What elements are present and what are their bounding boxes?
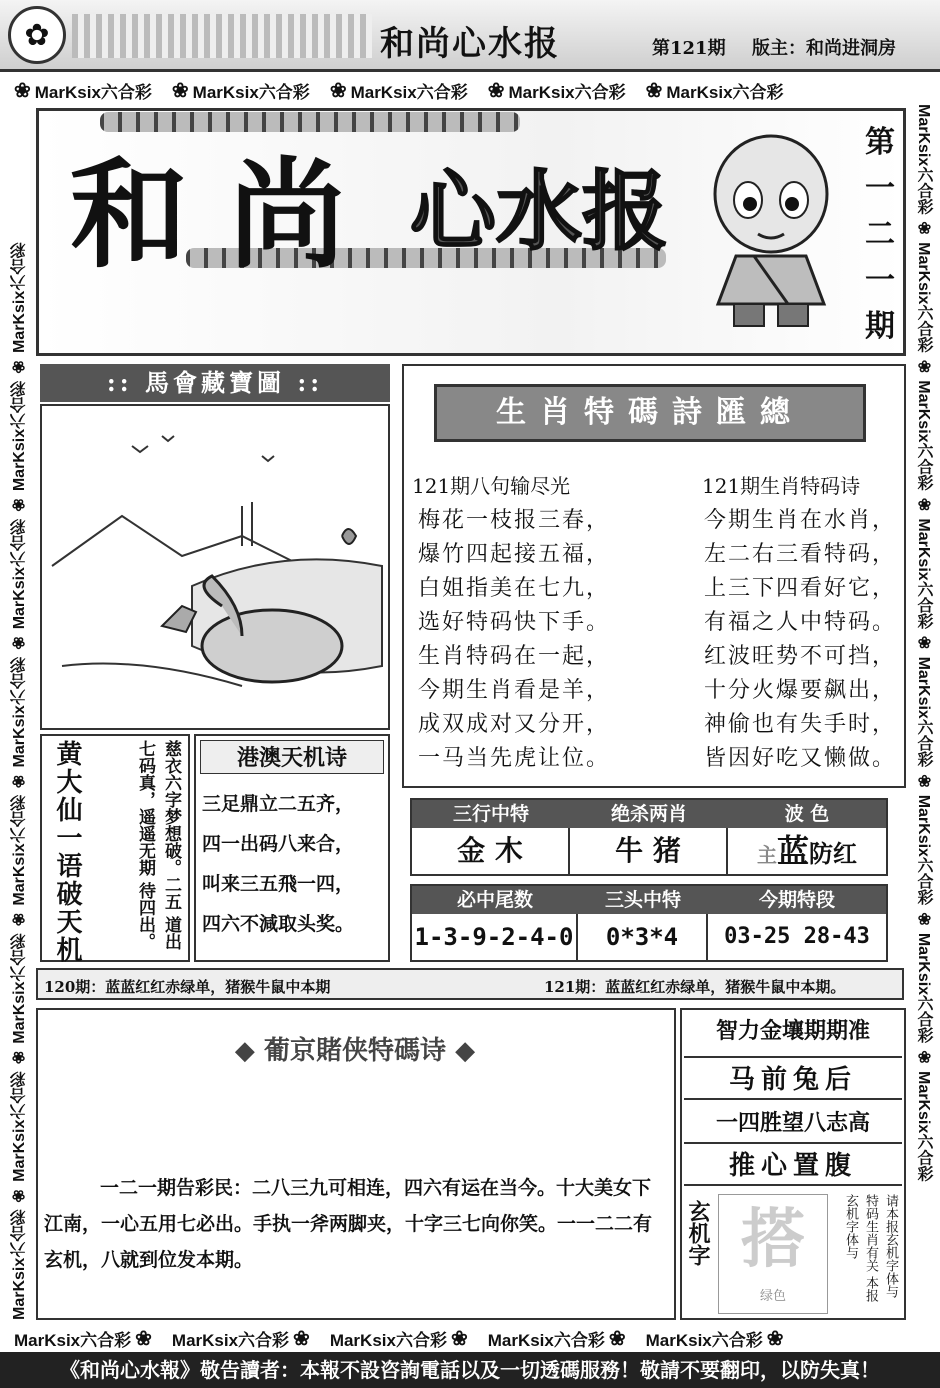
grid-header: 今期特段 (708, 886, 886, 914)
poem-line: 一马当先虎让位。 (418, 746, 611, 771)
wongtaisin-text (94, 740, 184, 960)
wave-guard: 防红 (809, 839, 857, 868)
flower-icon: ❀ (14, 80, 31, 102)
diamond-icon: ◆ (234, 1036, 255, 1066)
hk-macau-line: 叫来三五飛一四， (202, 873, 355, 895)
flower-icon: ❀ (766, 1328, 784, 1350)
wongtaisin-col: 道出七码真，遥遥无期 (135, 740, 181, 950)
footer-notice: 《和尚心水報》敬告讀者：本報不設咨詢電話以及一切透碼服務！敬請不要翻印，以防失真！ (0, 1352, 940, 1388)
hk-macau-line: 四一出码八来合， (202, 833, 355, 855)
watermark: ❀ MarKsix六合彩 (329, 80, 468, 102)
flower-icon: ❀ (171, 80, 189, 102)
poem-line: 今期生肖在水肖， (704, 508, 897, 533)
grid-value: 1-3-9-2-4-0 (412, 914, 578, 960)
watermark: ❀ MarKsix六合彩 (487, 80, 626, 102)
side-line-2: 马前兔后 (684, 1056, 902, 1100)
poem-line: 皆因好吃又懒做。 (704, 746, 897, 771)
result-band (36, 968, 904, 1000)
treasure-picture (40, 404, 390, 730)
flower-icon: ❀ (450, 1328, 468, 1350)
grid-header: 三头中特 (578, 886, 708, 914)
grid-header: 绝杀两肖 (570, 800, 728, 828)
grid-value: 0*3*4 (578, 914, 708, 960)
header-host: 版主：和尚进洞房 (752, 38, 896, 59)
side-line-3: 一四胜望八志高 (715, 1110, 870, 1136)
side-line-1: 智力金壤期期准 (715, 1018, 870, 1044)
watermark: MarKsix六合彩 ❀ (487, 1328, 626, 1350)
mystic-char: 搭 (741, 1202, 805, 1277)
mystic-caption: 绿色 (759, 1289, 786, 1304)
poem-right-title: 121期生肖特码诗 (702, 474, 861, 498)
watermark: MarKsix六合彩 ❀ (171, 1328, 310, 1350)
grid-header: 三行中特 (412, 800, 570, 828)
wongtaisin-col: 慈衣六字梦想破。二五 (161, 740, 181, 910)
poem-line: 上三下四看好它， (704, 576, 897, 601)
hippo-landscape-icon (42, 406, 388, 728)
wongtaisin-col: 待四出。 (135, 881, 155, 950)
watermark: MarKsix六合彩 ❀ (329, 1328, 468, 1350)
watermark: MarKsix六合彩 ❀ (14, 1328, 152, 1350)
wave-main-label: 主 (756, 843, 777, 867)
watermark: MarKsix六合彩 ❀ (645, 1328, 784, 1350)
horse-treasure-title: :: 馬會藏寶圖 :: (40, 364, 390, 402)
mystic-char-box (718, 1194, 828, 1314)
hk-macau-line: 四六不減取头奖。 (202, 913, 355, 935)
poem-line: 爆竹四起接五福， (418, 542, 611, 567)
poem-line: 神偷也有失手时， (704, 712, 897, 737)
monk-mascot-icon (706, 126, 836, 332)
watermark: ❀ MarKsix六合彩 (645, 80, 784, 102)
mystic-note: 请本报玄机字体与 特码生肖有关 本报玄机字体与 (843, 1194, 898, 1303)
poem-section-title: 生肖特碼詩匯總 (434, 384, 866, 442)
watermark: ❀ MarKsix六合彩 (171, 80, 310, 102)
watermark-row-top (14, 78, 926, 103)
flower-icon: ❀ (487, 80, 505, 102)
flower-icon: ❀ (135, 1328, 152, 1350)
flower-icon: ❀ (329, 80, 347, 102)
poem-line: 左二右三看特码， (704, 542, 897, 567)
band-current: 121期：蓝蓝红红赤绿单，猪猴牛鼠中本期。 (544, 978, 846, 996)
wave-color-value (728, 828, 886, 874)
prediction-grid-1 (410, 798, 888, 876)
poem-line: 红波旺势不可挡， (704, 644, 897, 669)
hk-macau-title: 港澳天机诗 (200, 740, 384, 774)
issue-vertical: 第一二一期 (865, 125, 895, 344)
poem-left-title: 121期八句输尽光 (412, 474, 571, 498)
poem-left-lines (418, 504, 618, 776)
prediction-grid-2 (410, 884, 888, 962)
header-issue: 第121期 (652, 38, 726, 59)
masthead-subtitle: 心水报 (410, 161, 668, 262)
poem-line: 十分火爆要飙出， (704, 678, 897, 703)
header-decoration (72, 14, 372, 58)
flower-icon: ❀ (293, 1328, 310, 1350)
hk-macau-line: 三足鼎立二五齐， (202, 793, 355, 815)
masthead-title: 和尚 (70, 145, 387, 284)
side-line-4: 推心置腹 (684, 1142, 902, 1186)
watermark: ❀ MarKsix六合彩 (14, 80, 152, 102)
wongtaisin-title: 黄大仙一语破天机 (52, 740, 82, 964)
flower-icon: ❀ (608, 1328, 626, 1350)
header-title: 和尚心水报 (380, 24, 560, 64)
flower-icon: ❀ (645, 80, 663, 102)
poem-line: 有福之人中特码。 (704, 610, 897, 635)
mystic-label: 玄机字 (685, 1200, 711, 1266)
wave-main: 蓝 (776, 832, 809, 870)
grid-header: 必中尾数 (412, 886, 578, 914)
poem-line: 成双成对又分开， (418, 712, 611, 737)
poem-right-lines (704, 504, 904, 776)
poem-line: 生肖特码在一起， (418, 644, 611, 669)
grid-value: 牛 猪 (570, 828, 728, 874)
poem-line: 今期生肖看是羊， (418, 678, 611, 703)
diamond-icon: ◆ (455, 1036, 476, 1066)
hk-macau-lines (202, 784, 388, 944)
band-prev: 120期：蓝蓝红红赤绿单，猪猴牛鼠中本期 (44, 978, 331, 996)
gambler-text: 一二一期告彩民：二八三九可相连，四六有运在当今。十大美女下 江南，一心五用七必出。手执一斧两脚夹，十字三七向你笑。一一二二有 玄机，八就到位发本期。 (44, 1177, 653, 1271)
grid-value: 金 木 (412, 828, 570, 874)
grid-value: 03-25 28-43 (724, 924, 870, 949)
watermark-row-bottom (14, 1326, 926, 1351)
poem-line: 白姐指美在七九， (418, 576, 611, 601)
watermark-col-left: MarKsix六合彩 ❀ MarKsix六合彩 ❀ MarKsix六合彩 ❀ MarKsix六合彩 ❀ MarKsix六合彩 ❀ MarKsix六合彩 ❀ MarKsix六合彩 ❀ MarKsix六合彩 (11, 242, 28, 1320)
grid-header: 波 色 (728, 800, 886, 828)
poem-line: 选好特码快下手。 (418, 610, 611, 635)
gambler-title: ◆ 葡京賭侠特碼诗 ◆ (234, 1036, 476, 1066)
poem-line: 梅花一枝报三春， (418, 508, 611, 533)
watermark-col-right: MarKsix六合彩 ❀ MarKsix六合彩 ❀ MarKsix六合彩 ❀ MarKsix六合彩 ❀ MarKsix六合彩 ❀ MarKsix六合彩 ❀ MarKsix六合彩 ❀ MarKsix六合彩 (915, 104, 932, 1182)
bauhinia-emblem-icon: ✿ (8, 6, 66, 64)
